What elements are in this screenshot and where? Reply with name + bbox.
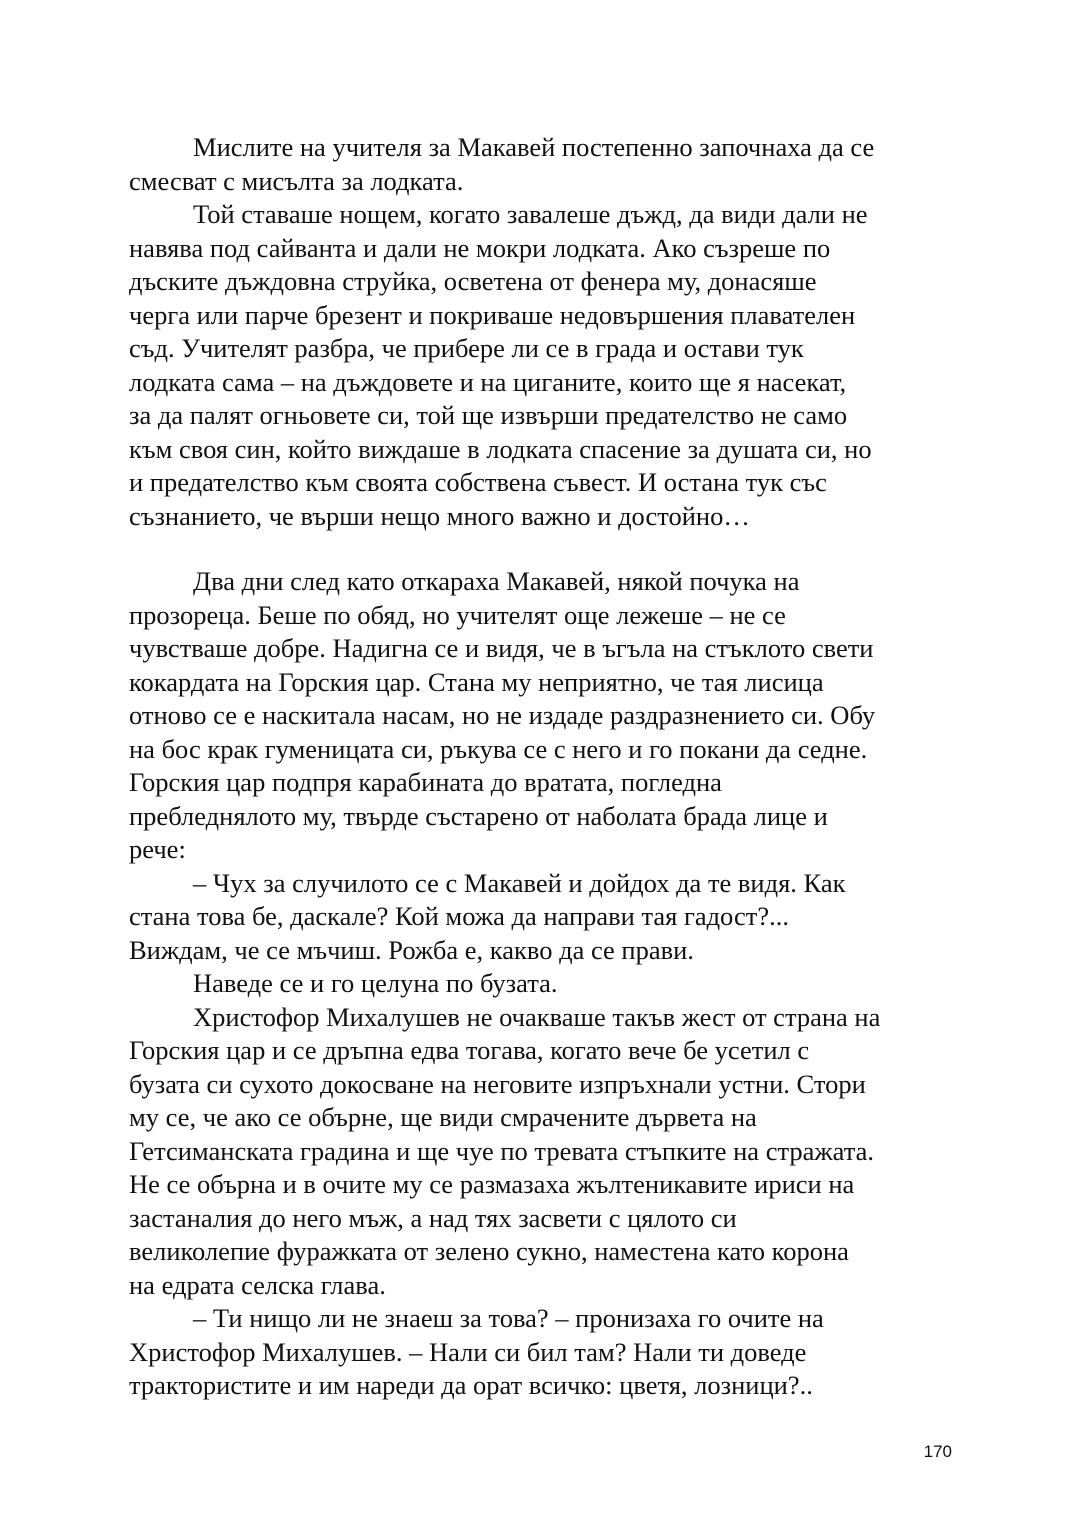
text-line: прозореца. Беше по обяд, но учителят още лежеше – не се xyxy=(129,599,786,630)
text-line: съзнанието, че върши нещо много важно и достойно… xyxy=(129,500,750,531)
text-line: великолепие фуражката от зелено сукно, наместена като корона xyxy=(129,1236,849,1266)
text-line: съд. Учителят разбра, че прибере ли се в града и остави тук xyxy=(129,333,804,363)
text-line: бузата си сухото докосване на неговите изпръхнали устни. Стори xyxy=(129,1068,866,1099)
text-line: Той ставаше нощем, когато завалеше дъжд, да види дали не xyxy=(193,199,868,229)
text-line: Два дни след като откараха Макавей, някой почука на xyxy=(193,566,800,596)
text-line: Христофор Михалушев. – Нали си бил там? Нали ти доведе xyxy=(129,1336,807,1367)
text-line: Горския цар подпря карабината до вратата, погледна xyxy=(129,767,722,797)
section-1 xyxy=(129,131,959,533)
text-line: – Чух за случилото се с Макавей и дойдох да те видя. Как xyxy=(193,867,846,898)
text-line: лодката сама – на дъждовете и на циганите, които ще я насекат, xyxy=(129,366,847,397)
text-line: чувстваше добре. Надигна се и видя, че в ъгъла на стъклото свети xyxy=(129,633,874,663)
text-line: Наведе се и го целуна по бузата. xyxy=(193,968,558,998)
text-line: за да палят огньовете си, той ще извърши предателство не само xyxy=(129,400,848,430)
text-line: Не се обърна и в очите му се размазаха жълтеникавите ириси на xyxy=(129,1169,855,1199)
text-line: стана това бе, даскале? Кой можа да направи тая гадост?... xyxy=(129,901,789,931)
text-line: към своя син, който виждаше в лодката спасение за душата си, но xyxy=(129,433,872,464)
text-line: на бос крак гуменицата си, ръкува се с него и го покани да седне. xyxy=(129,733,868,764)
text-line: трактористите и им нареди да орат всичко: цветя, лозници?.. xyxy=(129,1370,813,1400)
page-number: 170 xyxy=(923,1442,952,1461)
text-line: дъските дъждовна струйка, осветена от фенера му, донасяше xyxy=(129,266,817,296)
text-line: пребледнялото му, твърде състарено от наболата брада лице и xyxy=(129,800,828,831)
text-line: Христофор Михалушев не очакваше такъв жест от страна на xyxy=(193,1001,881,1032)
text-line: Горския цар и се дръпна едва тогава, когато вече бе усетил с xyxy=(129,1035,810,1065)
text-line: навява под сайванта и дали не мокри лодката. Ако съзреше по xyxy=(129,232,831,263)
section-2 xyxy=(129,565,959,1403)
text-line: Гетсиманската градина и ще чуе по тревата стъпките на стражата. xyxy=(129,1135,875,1166)
text-line: застаналия до него мъж, а над тях засвети с цялото си xyxy=(129,1202,737,1233)
text-line: – Ти нищо ли не знаеш за това? – пронизаха го очите на xyxy=(193,1303,824,1333)
text-line: Мислите на учителя за Макавей постепенно започнаха да се xyxy=(193,132,875,162)
text-line: рече: xyxy=(129,834,186,864)
text-line: на едрата селска глава. xyxy=(129,1269,386,1300)
text-line: кокардата на Горския цар. Стана му неприятно, че тая лисица xyxy=(129,666,824,697)
text-line: му се, че ако се обърне, ще види смрачените дървета на xyxy=(129,1102,757,1132)
text-line: черга или парче брезент и покриваше недовършения плавателен xyxy=(129,299,856,330)
text-line: отново се е наскитала насам, но не издаде раздразнението си. Обу xyxy=(129,700,876,730)
text-line: Виждам, че се мъчиш. Рожба е, какво да се прави. xyxy=(129,934,694,965)
text-line: смесват с мисълта за лодката. xyxy=(129,165,464,196)
text-line: и предателство към своята собствена съвест. И остана тук със xyxy=(129,467,827,497)
